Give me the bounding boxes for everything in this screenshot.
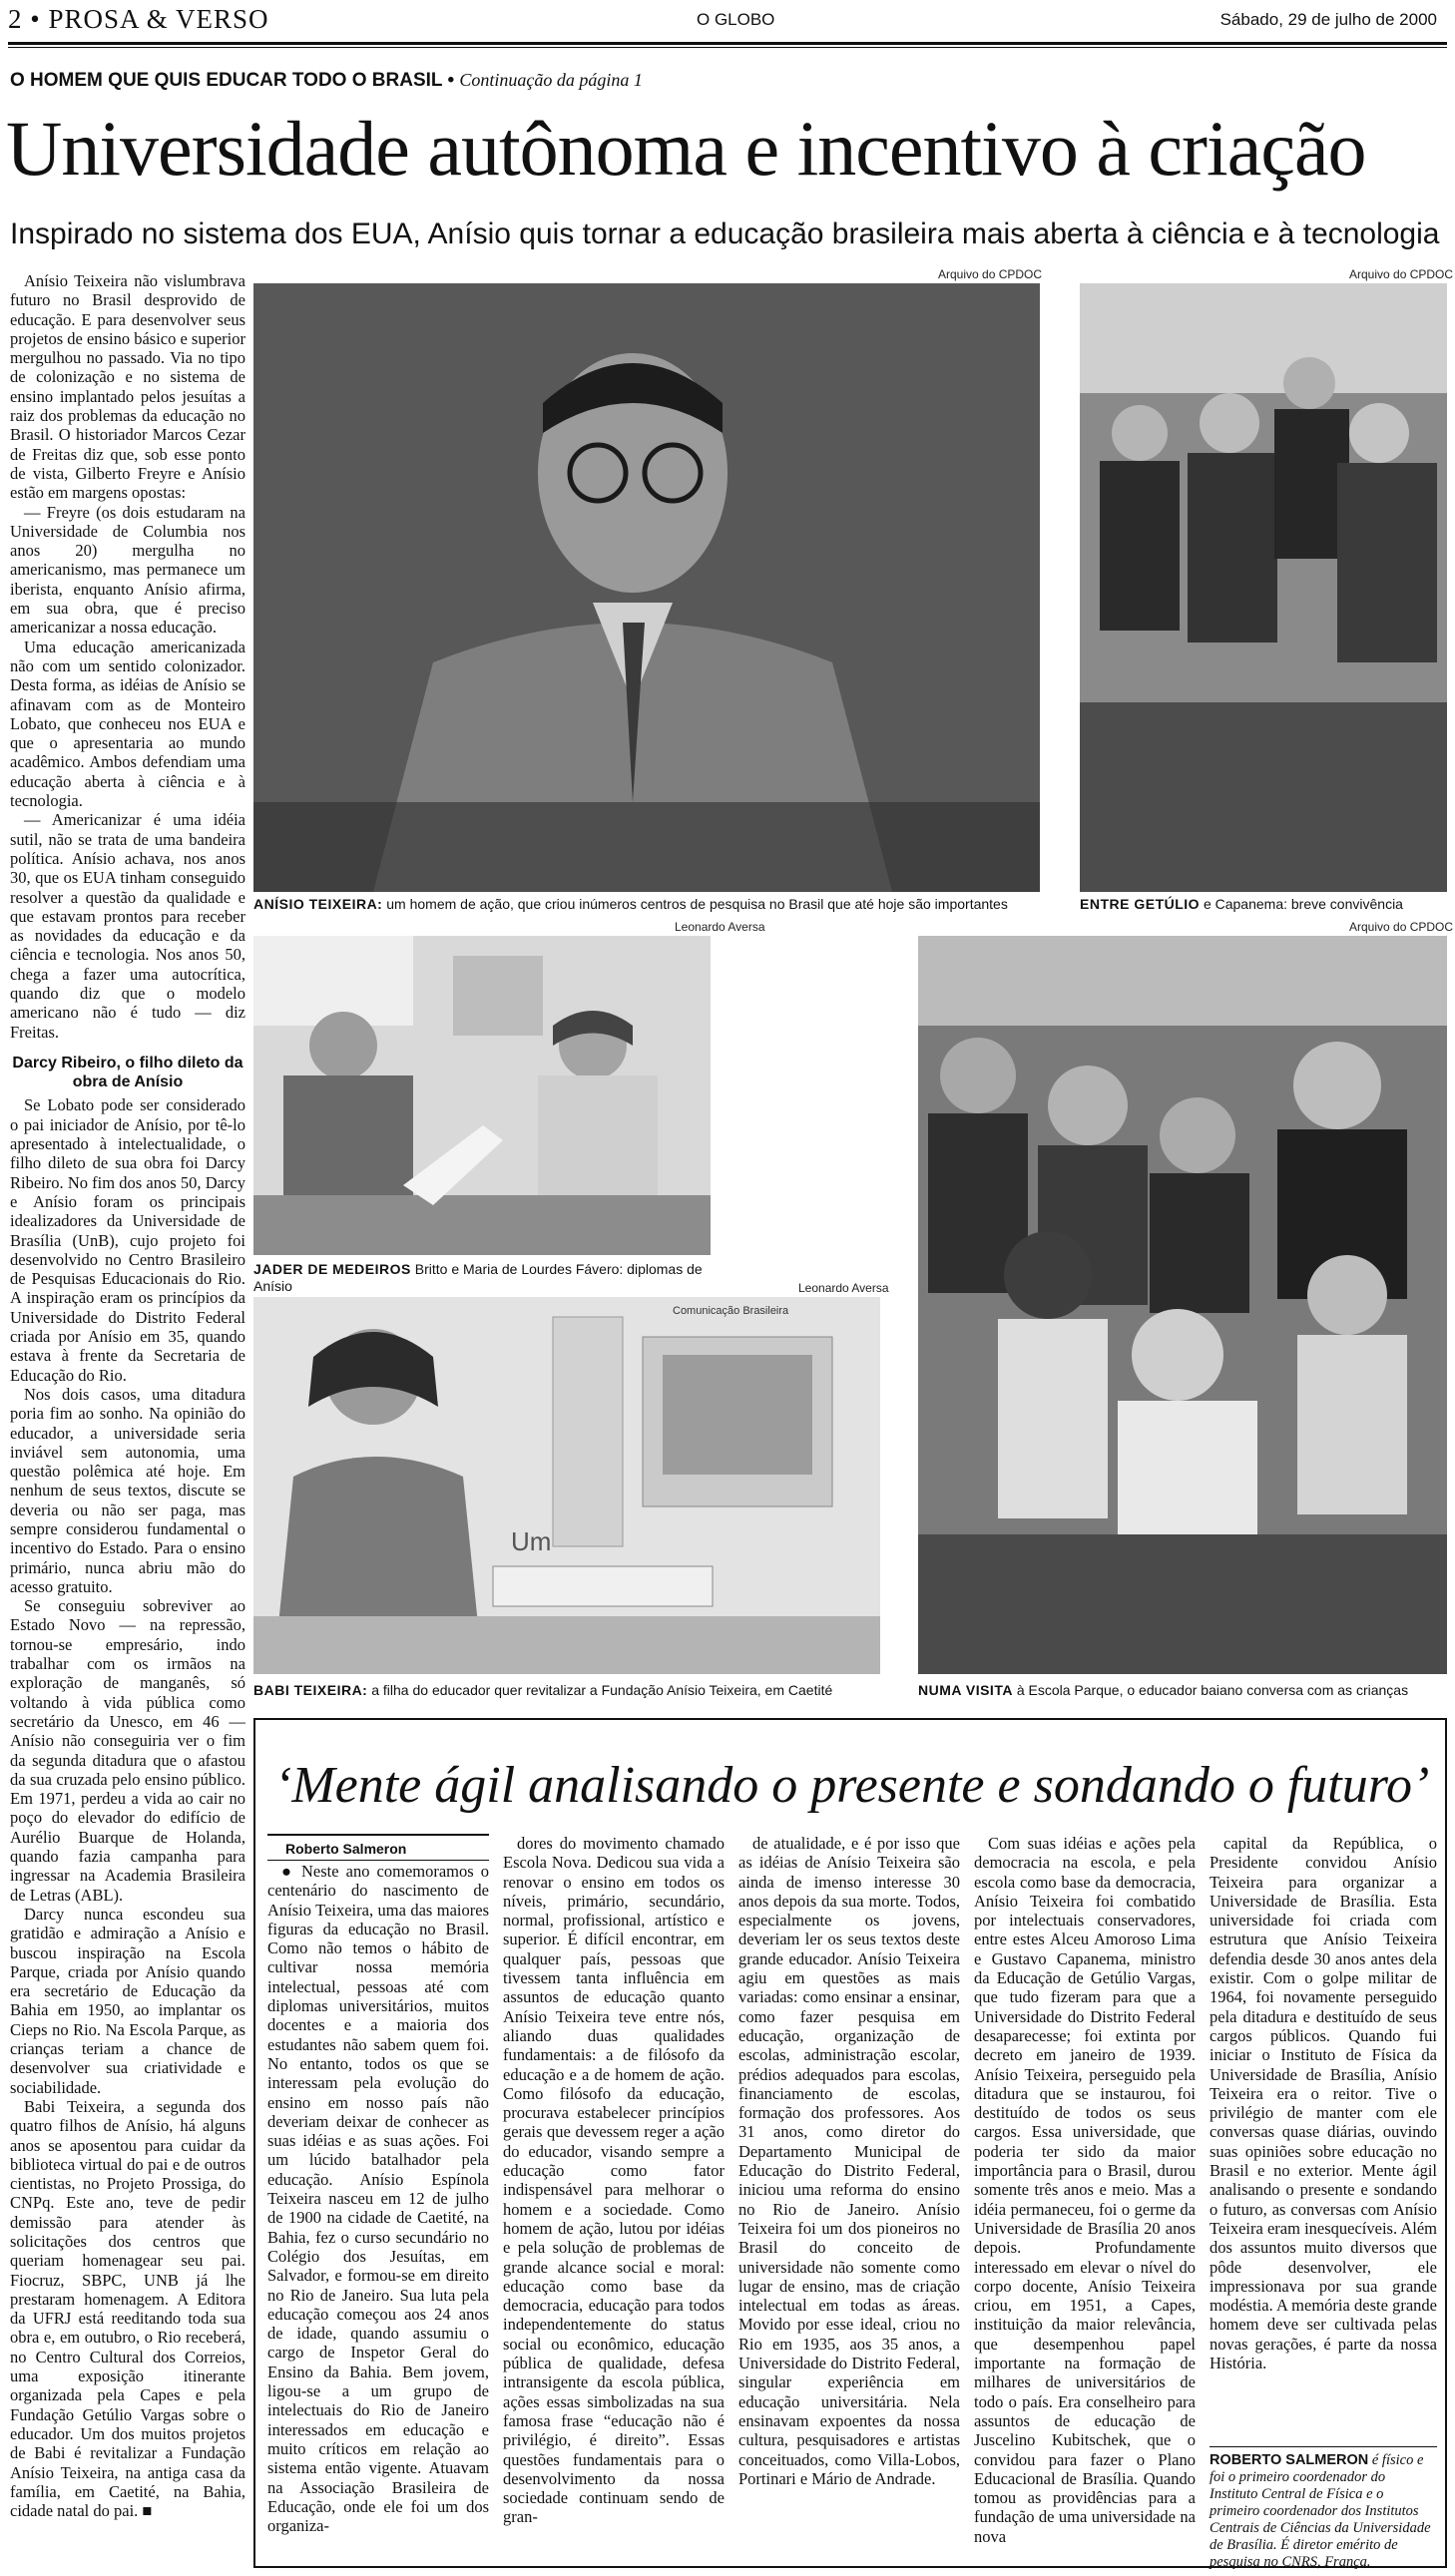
main-photo	[253, 283, 1040, 892]
paragraph: — Freyre (os dois estudaram na Universidade de Columbia nos anos 20) mergulha no americanismo, mas permanece um iberista, enquanto Anísio afirma, em sua obra, que é preciso americanizar a nossa educação.	[10, 502, 245, 638]
bio-rule	[1210, 2446, 1437, 2447]
photo-credit: Leonardo Aversa	[798, 1281, 889, 1295]
kicker: O HOMEM QUE QUIS EDUCAR TODO O BRASIL • Continuação da página 1	[10, 70, 643, 91]
paragraph: ● Neste ano comemoramos o centenário do nascimento de Anísio Teixeira, uma das maiores figuras da educação no Brasil. Como não temos o hábito de cultivar nossa memória intelectual, pessoas até com diplomas universitários, muitos docentes e a maioria dos estudantes não sabem quem foi. No entanto, todos os que se interessam pela evolução do ensino em nosso país não deveriam deixar de conhecer as suas idéias e as suas ações. Foi um lúcido batalhador pela educação. Anísio Espínola Teixeira nasceu em 12 de julho de 1900 na cidade de Caetité, na Bahia, fez o curso secundário no Colégio dos Jesuítas, em Salvador, e formou-se em direito no Rio de Janeiro. Sua luta pela educação começou aos 24 anos de idade, quando assumiu o cargo de Inspetor Geral do Ensino da Bahia. Bem jovem, ligou-se a um grupo de intelectuais do Rio de Janeiro interessados em educação e muito críticos em relação ao sistema então vigente. Atuavam na Associação Brasileira de Educação, onde ele foi um dos organiza-	[267, 1862, 489, 2536]
visita-photo-caption	[918, 1682, 1447, 1699]
photo-credit: Arquivo do CPDOC	[938, 267, 1043, 281]
header-rule-thin	[8, 47, 1447, 48]
kicker-label: O HOMEM QUE QUIS EDUCAR TODO O BRASIL	[10, 70, 443, 91]
paragraph: Anísio Teixeira não vislumbrava futuro no Brasil desprovido de educação. E para desenvolver seus projetos de ensino básico e superior mergulhou no passado. Via no tipo de colonização e no sistema de ensino implantado pelos jesuítas a raiz dos problemas da educação no Brasil. O historiador Marcos Cezar de Freitas diz que, sob esse ponto de vista, Gilberto Freyre e Anísio estão em margens opostas:	[10, 271, 245, 503]
opinion-column-5	[1210, 1834, 1437, 2440]
jader-photo-caption	[253, 1261, 723, 1295]
author-bio	[1210, 2452, 1437, 2571]
page-number: 2	[8, 4, 23, 34]
subhead: Inspirado no sistema dos EUA, Anísio quis tornar a educação brasileira mais aberta à ciência e à tecnologia	[10, 217, 1440, 250]
paragraph: Se Lobato pode ser considerado o pai iniciador de Anísio, por tê-lo apresentado à intelectualidade, o filho dileto de sua obra foi Darcy Ribeiro. No fim dos anos 50, Darcy e Anísio foram os principais idealizadores da Universidade de Brasília (UnB), cujo projeto foi desenvolvido no Centro Brasileiro de Pesquisas Educacionais do Rio. A inspiração eram os princípios da Universidade do Distrito Federal criada por Anísio em 35, quando estava à frente da Secretaria de Educação do Rio.	[10, 1095, 245, 1385]
paragraph: — Americanizar é uma idéia sutil, não se trata de uma bandeira política. Anísio achava, nos anos 30, que os EUA tinham conseguido resolver a questão da qualidade e que estavam prontos para receber as novidades da educação e da ciência e tecnologia. Nos anos 50, chega a fazer uma autocrítica, quando diz que o modelo americano não é tudo — diz Freitas.	[10, 810, 245, 1042]
babi-photo	[253, 1297, 880, 1674]
section-name: PROSA & VERSO	[48, 4, 269, 34]
paragraph: capital da República, o Presidente convidou Anísio Teixeira para organizar a Universidade de Brasília. Esta universidade foi criada com estrutura que Anísio Teixeira defendia desde 30 anos antes dela existir. Com o golpe militar de 1964, foi novamente perseguido pela ditadura e destituído de seus cargos públicos. Quando fui iniciar o Instituto de Física da Universidade de Brasília, Anísio Teixeira era o reitor. Tive o privilégio de manter com ele conversas quase diárias, ouvindo suas opiniões sobre educação no Brasil e no exterior. Mente ágil analisando o presente e sondando o futuro, as conversas com Anísio Teixeira eram inesquecíveis. Além dos assuntos muito diversos que pôde desenvolver, ele impressionava por sua grande modéstia. A memória deste grande homem deve ser cultivada pelas novas gerações, é parte da nossa História.	[1210, 1834, 1437, 2373]
caption-name: ENTRE GETÚLIO	[1080, 896, 1201, 912]
screen-label: Comunicação Brasileira	[673, 1305, 789, 1317]
getulio-photo	[1080, 283, 1447, 892]
paragraph: Uma educação americanizada não com um sentido colonizador. Desta forma, as idéias de Anísio se afinavam com as de Monteiro Lobato, que conheceu nos EUA e que o apresentaria ao mundo acadêmico. Ambos defendiam uma educação aberta à ciência e à tecnologia.	[10, 637, 245, 811]
header-rule	[8, 42, 1447, 45]
caption-name: BABI TEIXEIRA:	[253, 1682, 368, 1698]
wall-text: Um	[511, 1526, 552, 1556]
byline: Roberto Salmeron	[285, 1841, 407, 1857]
caption-name: NUMA VISITA	[918, 1682, 1013, 1698]
page-header	[8, 4, 1447, 44]
opinion-column-4	[974, 1834, 1196, 2560]
getulio-photo-caption	[1080, 896, 1449, 913]
babi-photo-caption	[253, 1682, 892, 1699]
caption-name: JADER DE MEDEIROS	[253, 1261, 411, 1277]
bio-text: é físico e foi o primeiro coordenador do Instituto Central de Física e o primeiro coordenador dos Institutos Centrais de Ciências da Universidade de Brasília. É diretor emérito de pesquisa no CNRS, França.	[1210, 2452, 1431, 2570]
paragraph: Se conseguiu sobreviver ao Estado Novo — na repressão, tornou-se empresário, indo trabalhar com os irmãos na exploração de manganês, só voltando à vida pública como secretário da Unesco, em 46 — Anísio não conseguiria ver o fim da segunda ditadura que o afastou da sua cruzada pelo ensino público. Em 1971, perdeu a vida ao cair no poço do elevador do edifício de Aurélio Buarque de Holanda, quando fazia campanha para ingressar na Academia Brasileira de Letras (ABL).	[10, 1596, 245, 1905]
portrait-illustration	[253, 283, 1040, 892]
article-column-1	[10, 271, 245, 2566]
caption-text: um homem de ação, que criou inúmeros centros de pesquisa no Brasil que até hoje são importantes	[386, 896, 1008, 912]
opinion-column-1	[267, 1862, 489, 2560]
headline: Universidade autônoma e incentivo à criação	[6, 105, 1366, 192]
main-photo-caption	[253, 896, 1052, 913]
caption-text: à Escola Parque, o educador baiano conversa com as crianças	[1016, 1682, 1409, 1698]
group-illustration	[1080, 283, 1447, 892]
two-people-illustration	[253, 936, 711, 1255]
paragraph: Nos dois casos, uma ditadura poria fim ao sonho. Na opinião do educador, a universidade seria inviável sem autonomia, uma questão polêmica até hoje. Em nenhum de seus textos, discute se deveria ou não ser paga, mas sempre considerou fundamental o incentivo do Estado. Para o ensino primário, nunca abriu mão do acesso gratuito.	[10, 1384, 245, 1596]
opinion-column-3	[738, 1834, 960, 2560]
byline-box	[267, 1834, 489, 1861]
caption-name: ANÍSIO TEIXEIRA:	[253, 896, 383, 912]
visita-photo	[918, 936, 1447, 1674]
issue-date: Sábado, 29 de julho de 2000	[1219, 10, 1437, 29]
caption-text: e Capanema: breve convivência	[1203, 896, 1403, 912]
kicker-continuation: Continuação da página 1	[459, 70, 643, 90]
section-subhead: Darcy Ribeiro, o filho dileto da obra de Anísio	[12, 1054, 243, 1091]
bio-name: ROBERTO SALMERON	[1210, 2452, 1369, 2468]
paragraph: Darcy nunca escondeu sua gratidão e admiração a Anísio e buscou inspiração na Escola Parque, criada por Anísio quando era secretário de Educação da Bahia em 1950, ao implantar os Cieps no Rio. Na Escola Parque, as crianças teriam a chance de desenvolver sua criatividade e sociabilidade.	[10, 1904, 245, 2097]
paper-name: O GLOBO	[697, 10, 775, 29]
section-label: 2 • PROSA & VERSO	[8, 4, 269, 34]
opinion-column-2	[503, 1834, 725, 2560]
caption-text: Britto e Maria de Lourdes Fávero: diplomas de Anísio	[253, 1261, 703, 1294]
caption-text: a filha do educador quer revitalizar a Fundação Anísio Teixeira, em Caetité	[371, 1682, 833, 1698]
paragraph: dores do movimento chamado Escola Nova. Dedicou sua vida a renovar o ensino em todos os níveis, primário, secundário, normal, profissional, artístico e superior. É difícil encontrar, em qualquer país, pessoas que tivessem tanta influência em assuntos de educação quanto Anísio Teixeira teve entre nós, aliando duas qualidades fundamentais: a de filósofo da educação e a de homem de ação. Como filósofo da educação, procurava estabelecer princípios gerais que devessem reger a ação do educador, visando sempre a educação como fator indispensável para melhorar o homem e a sociedade. Como homem de ação, lutou por idéias e pela solução de problemas de grande alcance social e moral: educação como base da democracia, educação para todos independentemente do status social ou econômico, educação pública de qualidade, defesa intransigente da escola pública, ações essas simbolizadas na sua famosa frase “educação não é privilégio, é direito”. Essas questões fundamentais para o desenvolvimento da nossa sociedade continuam sendo de gran-	[503, 1834, 725, 2527]
photo-credit: Leonardo Aversa	[675, 920, 765, 934]
woman-computer-illustration	[253, 1297, 880, 1674]
opinion-headline: ‘Mente ágil analisando o presente e sondando o futuro’	[274, 1757, 1430, 1814]
photo-credit: Arquivo do CPDOC	[1349, 920, 1454, 934]
paragraph: Com suas idéias e ações pela democracia na escola, e pela escola como base da democracia, Anísio Teixeira foi combatido por intelectuais conservadores, entre estes Alceu Amoroso Lima e Gustavo Capanema, ministro da Educação de Getúlio Vargas, que tudo fizeram para que a Universidade do Distrito Federal desaparecesse; foi extinta por decreto em janeiro de 1939. Anísio Teixeira, perseguido pela ditadura que se instaurou, foi destituído de todos os seus cargos. Essa universidade, que poderia ter sido da maior importância para o Brasil, durou somente três anos e meio. Mas a idéia permaneceu, foi o germe da Universidade de Brasília 20 anos depois. Profundamente interessado em elevar o nível do corpo docente, Anísio Teixeira criou, em 1951, a Capes, instituição da maior relevância, que desempenhou papel importante na formação de milhares de universitários de todo o país. Era conselheiro para assuntos de educação de Juscelino Kubitschek, que o convidou para fazer o Plano Educacional de Brasília. Quando tomou as providências para a fundação de uma universidade na nova	[974, 1834, 1196, 2546]
paragraph: de atualidade, e é por isso que as idéias de Anísio Teixeira são ainda de imenso interesse 30 anos depois da sua morte. Todos, especialmente os jovens, deveriam ler os seus textos deste grande educador. Anísio Teixeira agiu em questões as mais variadas: como ensinar a ensinar, como fazer pesquisa em educação, organização de escolas, administração escolar, prédios adequados para escolas, financiamento de escolas, formação dos professores. Aos 31 anos, como diretor do Departamento Municipal de Educação do Distrito Federal, iniciou uma reforma do ensino no Rio de Janeiro. Anísio Teixeira foi um dos pioneiros no Brasil do conceito de universidade não somente como lugar de ensino, mas de criação intelectual em todas as áreas. Movido por esse ideal, criou no Rio em 1935, aos 35 anos, a Universidade do Distrito Federal, singular experiência em educação universitária. Nela ensinavam expoentes da nossa cultura, pesquisadores e artistas conceituados, como Villa-Lobos, Portinari e Mário de Andrade.	[738, 1834, 960, 2488]
paragraph: Babi Teixeira, a segunda dos quatro filhos de Anísio, há alguns anos se aposentou para cuidar da biblioteca virtual do pai e de outros cientistas, no Projeto Prossiga, do CNPq. Este ano, teve de pedir demissão para atender às solicitações dos centros que queriam homenagear seu pai. Fiocruz, SBPC, UNB já lhe prestaram homenagem. A Editora da UFRJ está reeditando toda sua obra e, em outubro, o Rio receberá, no Centro Cultural dos Correios, uma exposição itinerante organizada pela Capes e pela Fundação Getúlio Vargas sobre o educador. Um dos muitos projetos de Babi é revitalizar a Fundação Anísio Teixeira, na antiga casa da família, em Caetité, na Bahia, cidade natal do pai. ■	[10, 2096, 245, 2521]
school-visit-illustration	[918, 936, 1447, 1674]
jader-photo	[253, 936, 711, 1255]
photo-credit: Arquivo do CPDOC	[1349, 267, 1454, 281]
